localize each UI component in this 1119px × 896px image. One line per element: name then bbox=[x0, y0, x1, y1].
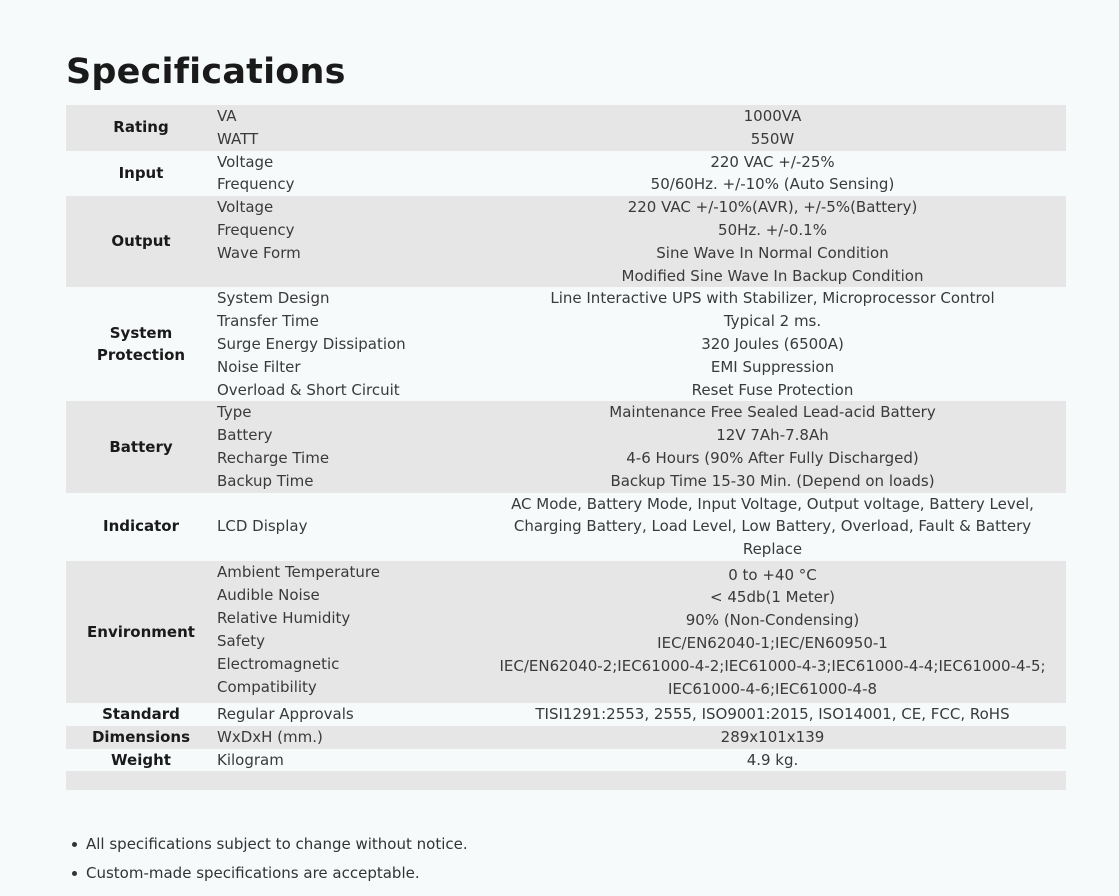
note-item: All specifications subject to change without notice. bbox=[86, 830, 468, 859]
bullet-icon bbox=[72, 871, 77, 876]
spec-row-weight bbox=[66, 749, 1066, 772]
category-label: Dimensions bbox=[66, 726, 216, 749]
value-list: 289x101x139 bbox=[479, 726, 1066, 749]
parameter-list: LCD Display bbox=[216, 493, 479, 561]
value-list: 4.9 kg. bbox=[479, 749, 1066, 772]
category-label: Weight bbox=[66, 749, 216, 772]
spec-row-input bbox=[66, 151, 1066, 197]
category-label: Indicator bbox=[66, 493, 216, 561]
category-label: Output bbox=[66, 196, 216, 287]
value-list: 220 VAC +/-10%(AVR), +/-5%(Battery) 50Hz. +/-0.1% Sine Wave In Normal Condition Modified Sine Wave In Backup Condition bbox=[479, 196, 1066, 287]
value-list: 1000VA 550W bbox=[479, 105, 1066, 151]
spec-row-indicator bbox=[66, 493, 1066, 561]
spec-row-standard bbox=[66, 703, 1066, 726]
parameter-list: Type Battery Recharge Time Backup Time bbox=[216, 401, 479, 492]
value-list: Line Interactive UPS with Stabilizer, Microprocessor Control Typical 2 ms. 320 Joules (6500A) EMI Suppression Reset Fuse Protection bbox=[479, 287, 1066, 401]
specifications-table bbox=[66, 105, 1066, 790]
parameter-list: Voltage Frequency Wave Form bbox=[216, 196, 479, 287]
page-title: Specifications bbox=[66, 52, 346, 92]
parameter-list: Kilogram bbox=[216, 749, 479, 772]
table-footer-band bbox=[66, 771, 1066, 790]
parameter-list: VA WATT bbox=[216, 105, 479, 151]
category-label: Rating bbox=[66, 105, 216, 151]
parameter-list: WxDxH (mm.) bbox=[216, 726, 479, 749]
category-label: Standard bbox=[66, 703, 216, 726]
spec-row-environment bbox=[66, 561, 1066, 703]
value-list: 0 to +40 °C < 45db(1 Meter) 90% (Non-Condensing) IEC/EN62040-1;IEC/EN60950-1 IEC/EN62040-2;IEC61000-4-2;IEC61000-4-3;IEC61000-4-4;IEC61000-4-5; IEC61000-4-6;IEC61000-4-8 bbox=[479, 561, 1066, 703]
value-list: Maintenance Free Sealed Lead-acid Battery 12V 7Ah-7.8Ah 4-6 Hours (90% After Fully Discharged) Backup Time 15-30 Min. (Depend on loads) bbox=[479, 401, 1066, 492]
parameter-list: System Design Transfer Time Surge Energy Dissipation Noise Filter Overload & Short Circuit bbox=[216, 287, 479, 401]
category-label: Input bbox=[66, 151, 216, 197]
value-list: AC Mode, Battery Mode, Input Voltage, Output voltage, Battery Level, Charging Battery, Load Level, Low Battery, Overload, Fault & Battery Replace bbox=[479, 493, 1066, 561]
parameter-list: Regular Approvals bbox=[216, 703, 479, 726]
category-label: Battery bbox=[66, 401, 216, 492]
spec-row-dimensions bbox=[66, 726, 1066, 749]
parameter-list: Ambient Temperature Audible Noise Relative Humidity Safety Electromagnetic Compatibility bbox=[216, 561, 479, 703]
note-item: Custom-made specifications are acceptable. bbox=[86, 859, 468, 888]
value-list: 220 VAC +/-25% 50/60Hz. +/-10% (Auto Sensing) bbox=[479, 151, 1066, 197]
value-list: TISI1291:2553, 2555, ISO9001:2015, ISO14001, CE, FCC, RoHS bbox=[479, 703, 1066, 726]
parameter-list: Voltage Frequency bbox=[216, 151, 479, 197]
spec-row-output bbox=[66, 196, 1066, 287]
notes-list bbox=[66, 830, 468, 888]
spec-row-battery bbox=[66, 401, 1066, 492]
spec-row-system-protection bbox=[66, 287, 1066, 401]
category-label: Environment bbox=[66, 561, 216, 703]
category-label: System Protection bbox=[66, 287, 216, 401]
bullet-icon bbox=[72, 842, 77, 847]
spec-row-rating bbox=[66, 105, 1066, 151]
